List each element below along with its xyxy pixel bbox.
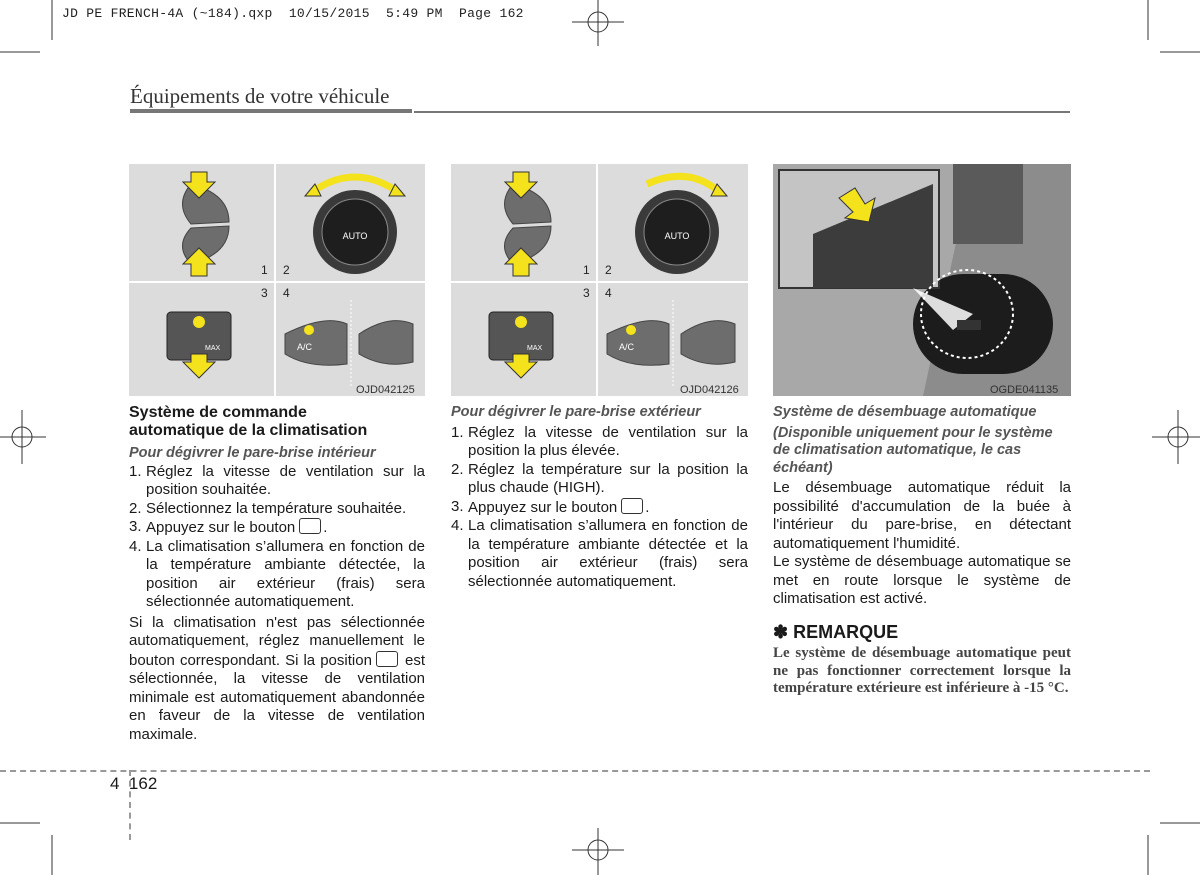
list-item: 1. Réglez la vitesse de ventilation sur la position souhaitée. — [129, 462, 425, 498]
figure-1-illustration — [129, 164, 425, 396]
panel-label-4: 4 — [283, 286, 290, 300]
paragraph-1: Le désembuage automatique réduit la possibilité d'accumulation de la buée à l'intérieur du pare-brise, en détectant automatiquement l'humidité. — [773, 479, 1071, 552]
figure-code: OJD042125 — [356, 384, 415, 396]
max-label: MAX — [205, 345, 221, 352]
panel-label-3: 3 — [583, 286, 590, 300]
subheading-outside: Pour dégivrer le pare-brise extérieur — [451, 404, 701, 420]
auto-label: AUTO — [342, 231, 368, 241]
steps-list — [129, 463, 425, 612]
paragraph-2: Le système de désembuage automatique se met en route lorsque le système de climatisation est activé. — [773, 553, 1071, 607]
figure-code: OJD042126 — [680, 384, 739, 396]
panel-label-2: 2 — [605, 263, 612, 277]
list-item: 2. Sélectionnez la température souhaitée. — [129, 499, 407, 517]
list-item: 3. Appuyez sur le bouton . — [451, 497, 650, 516]
steps-list — [451, 424, 748, 592]
figure-code: OGDE041135 — [990, 384, 1059, 396]
header-rule-thin — [414, 111, 1070, 113]
panel-label-1: 1 — [261, 263, 268, 277]
figure-3-illustration — [773, 164, 1071, 396]
panel-label-3: 3 — [261, 286, 268, 300]
availability-note: (Disponible uniquement pour le système de climatisation automatique, le cas échéant) — [773, 424, 1053, 476]
header-rule — [130, 109, 412, 113]
list-item: 4. La climatisation s’allumera en fonction de la température ambiante détectée et la position air extérieur (frais) sera sélectionnée automatiquement. — [451, 517, 748, 590]
list-item: 3. Appuyez sur le bouton . — [129, 518, 328, 536]
section-heading: Système de commande automatique de la climatisation — [129, 404, 368, 439]
column-3 — [773, 404, 1071, 698]
ac-label: A/C — [297, 342, 313, 352]
figure-auto-defog-sensor — [773, 164, 1071, 396]
defrost-icon — [299, 518, 321, 534]
subheading-inside: Pour dégivrer le pare-brise intérieur — [129, 445, 376, 461]
figure-2-illustration — [451, 164, 748, 396]
note-body: Le système de désembuage automatique peut ne pas fonctionner correctement lorsque la température extérieure est inférieure à -15 °C. — [773, 645, 1071, 696]
chapter-title: Équipements de votre véhicule — [130, 84, 390, 108]
note-title: ✽ REMARQUE — [773, 621, 899, 642]
page-number: 4 162 — [110, 774, 158, 793]
max-label: MAX — [527, 345, 543, 352]
panel-label-1: 1 — [583, 263, 590, 277]
panel-label-2: 2 — [283, 263, 290, 277]
figure-defrost-inside — [129, 164, 425, 396]
figure-defrost-outside — [451, 164, 748, 396]
list-item: 1. Réglez la vitesse de ventilation sur la position la plus élevée. — [451, 423, 748, 459]
auto-label: AUTO — [664, 231, 690, 241]
defrost-icon — [376, 651, 398, 667]
footer-rule — [0, 770, 1150, 772]
print-slug: JD PE FRENCH-4A (~184).qxp 10/15/2015 5:49 PM Page 162 — [62, 6, 524, 21]
panel-label-4: 4 — [605, 286, 612, 300]
list-item: 4. La climatisation s’allumera en fonction de la température ambiante détectée, la position air extérieur (frais) sera sélectionnée automatiquement. — [129, 537, 425, 610]
paragraph-manual: Si la climatisation n'est pas sélectionnée automatiquement, réglez manuellement le bouton correspondant. Si la position est sélectionnée, la vitesse de ventilation minimale est automatiquement abandonnée en faveur de la vitesse de ventilation maximale. — [129, 613, 426, 743]
list-item: 2. Réglez la température sur la position la plus chaude (HIGH). — [451, 460, 748, 496]
ac-label: A/C — [619, 342, 635, 352]
defrost-icon — [621, 498, 643, 514]
column-1 — [129, 404, 425, 744]
subheading-auto-defog: Système de désembuage automatique — [773, 404, 1037, 420]
column-2 — [451, 404, 748, 591]
